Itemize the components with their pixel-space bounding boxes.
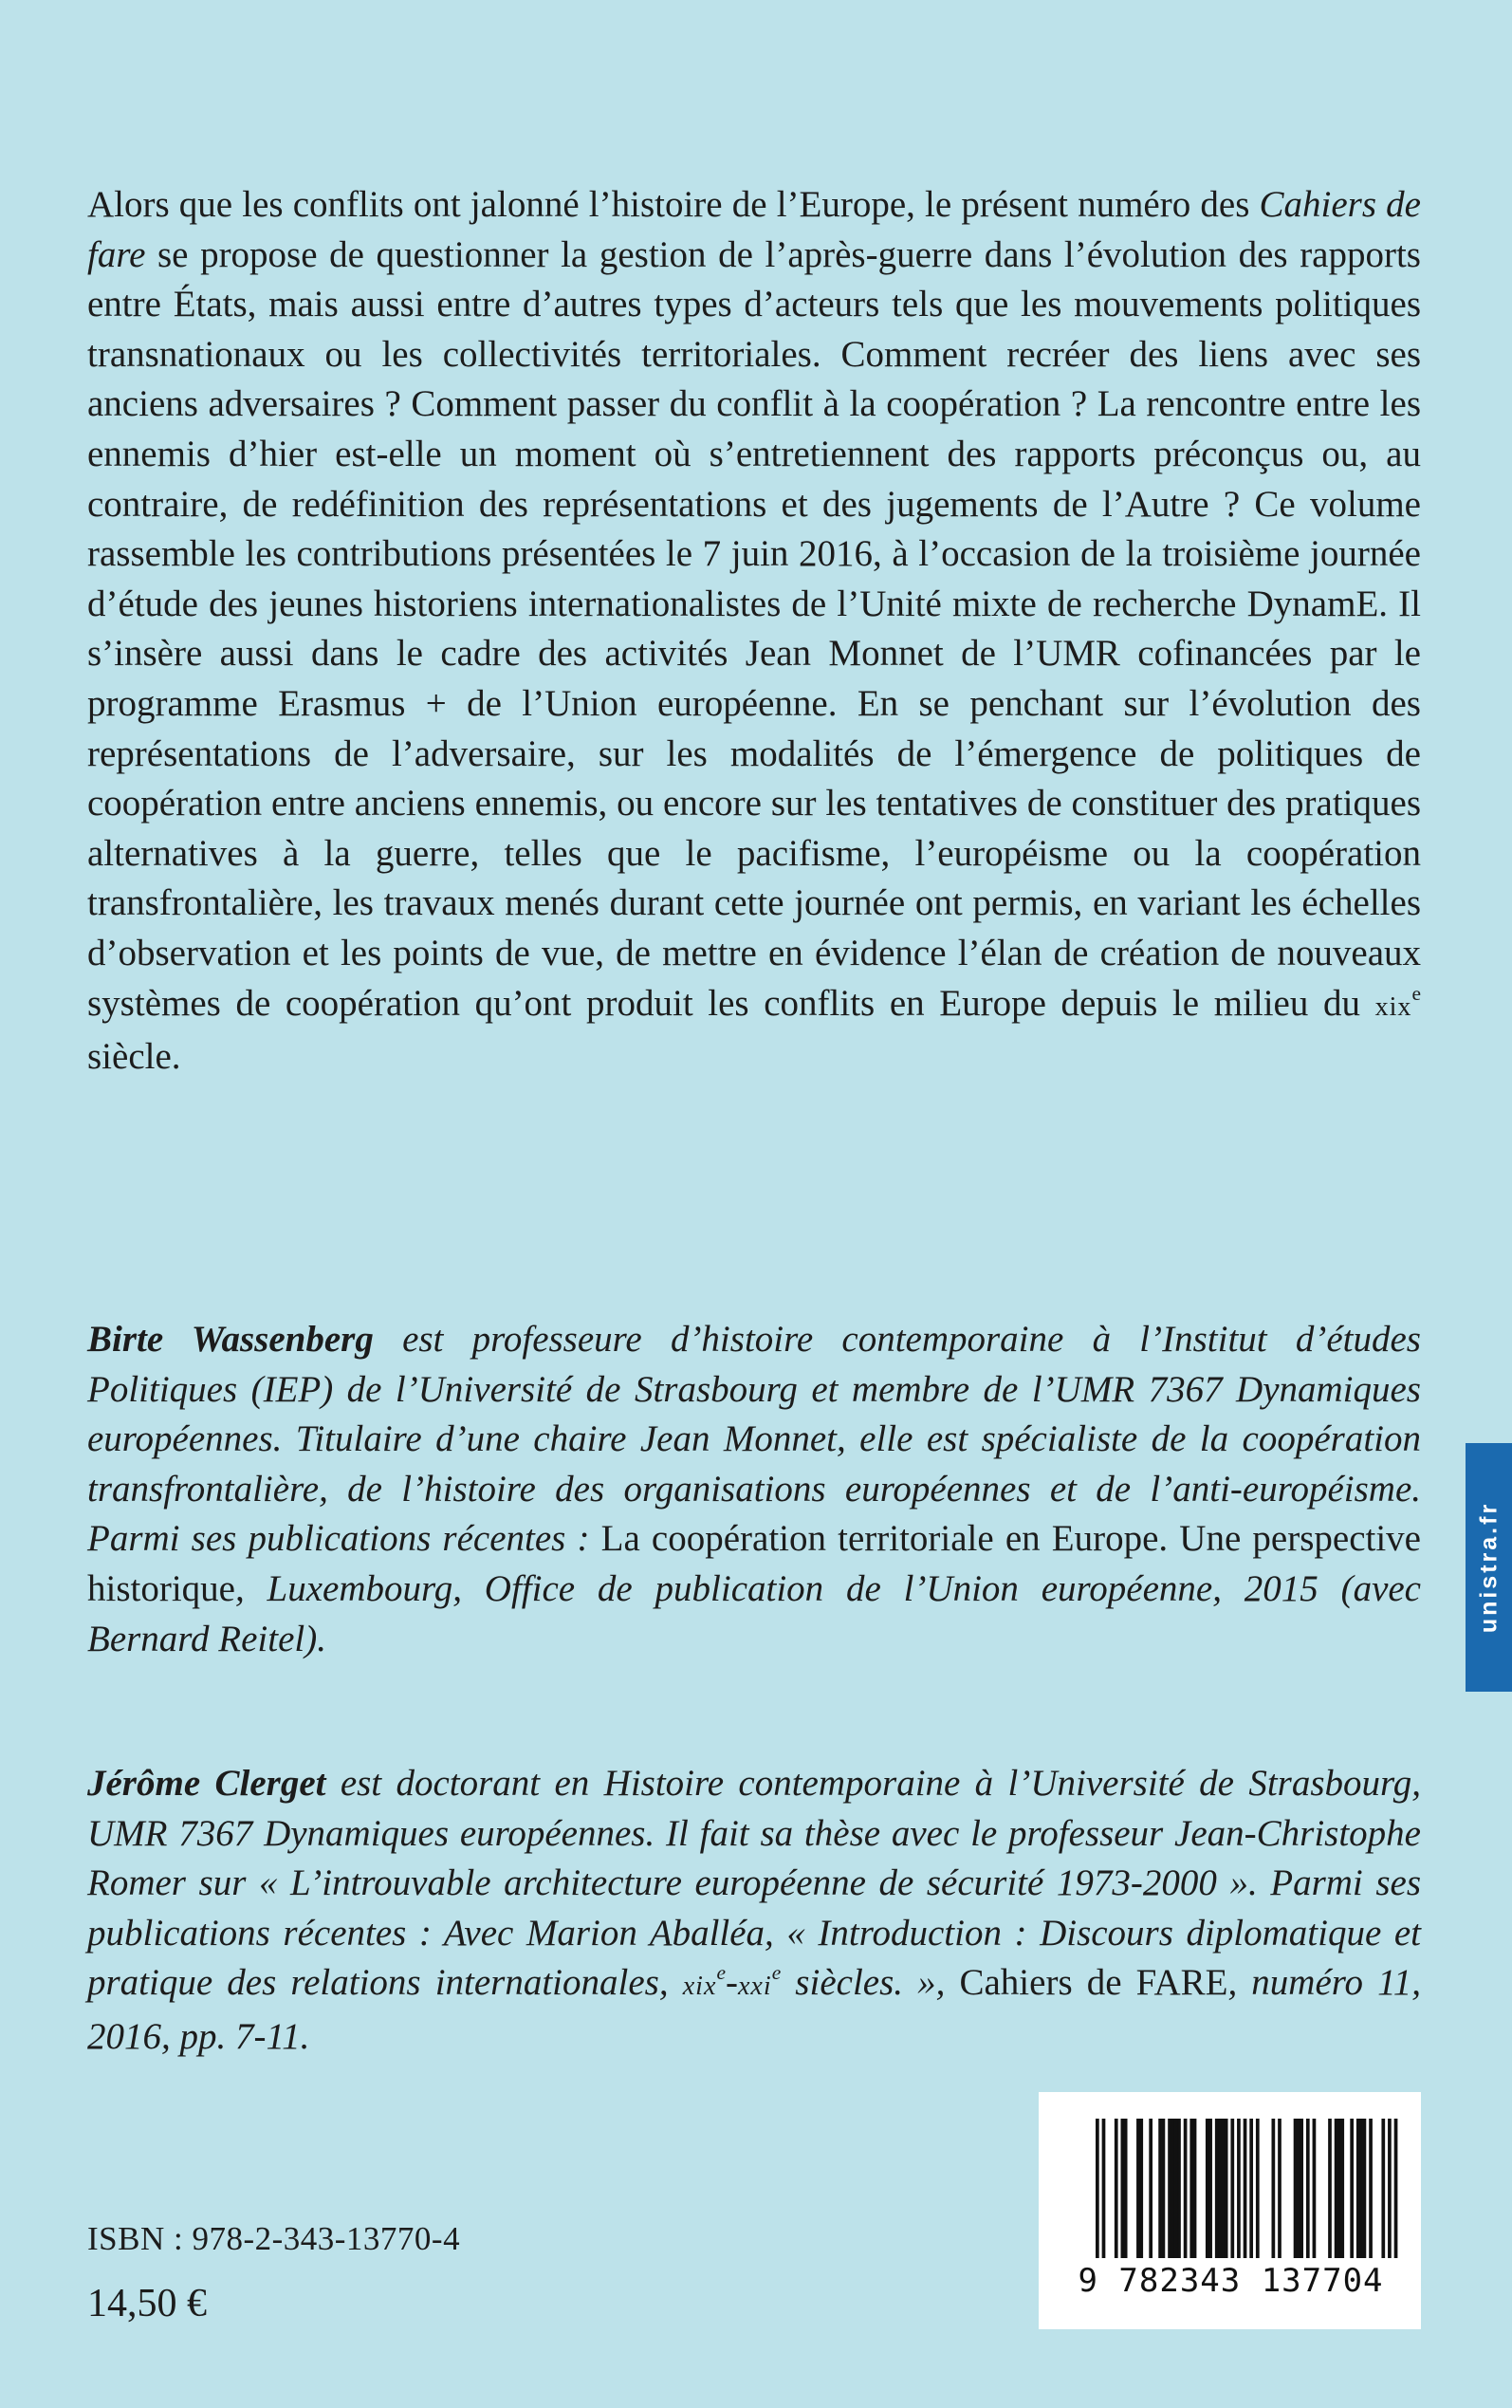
author-name: Jérôme Clerget	[87, 1763, 326, 1804]
barcode-bar	[1215, 2119, 1219, 2258]
barcode-bar	[1363, 2119, 1367, 2258]
barcode-bar	[1340, 2119, 1344, 2258]
barcode-bar	[1115, 2119, 1118, 2258]
journal-name: Cahiers de FARE	[959, 1962, 1228, 2004]
barcode-bar	[1184, 2119, 1188, 2258]
barcode-bar	[1124, 2119, 1128, 2258]
barcode-bar	[1218, 2119, 1222, 2258]
century-numeral: xxi	[737, 1972, 772, 2002]
summary-lead: Alors que les conflits ont jalonné l’histoire de l’Europe, le présent numéro des	[87, 184, 1260, 225]
author-bio-clerget	[87, 1759, 1421, 2063]
barcode-bar	[1177, 2119, 1181, 2258]
barcode-bar	[1381, 2119, 1385, 2258]
barcode-bar	[1162, 2119, 1166, 2258]
summary-end: siècle.	[87, 1036, 181, 1078]
barcode-bar	[1294, 2119, 1298, 2258]
barcode-bar	[1193, 2119, 1197, 2258]
century-dash: -	[725, 1962, 738, 2004]
barcode-bar	[1350, 2119, 1354, 2258]
barcode-bar	[1237, 2119, 1241, 2258]
barcode-bar	[1306, 2119, 1310, 2258]
summary-body: se propose de questionner la gestion de l’après-guerre dans l’évolution des rapports entre États, mais aussi entre d’autres types d’acteurs tels que les mouvements politiques transnationaux ou les collectivités territoriales. Comment recréer des liens avec ses anciens adversaires ? Comment passer du conflit à la coopération ? La rencontre entre les ennemis d’hier est-elle un moment où s’entretiennent des rapports préconçus ou, au contraire, de redéfinition des représentations et des jugements de l’Autre ? Ce volume rassemble les contributions présentées le 7 juin 2016, à l’occasion de la troisième journée d’étude des jeunes historiens internationalistes de l’Unité mixte de recherche DynamE. Il s’insère aussi dans le cadre des activités Jean Monnet de l’UMR cofinancées par le programme Erasmus + de l’Union européenne. En se penchant sur l’évolution des représentations de l’adversaire, sur les modalités de l’émergence de politiques de coopération entre anciens ennemis, ou encore sur les tentatives de constituer des pratiques alternatives à la guerre, telles que le pacifisme, l’européisme ou la coopération transfrontalière, les travaux menés durant cette journée ont permis, en variant les échelles d’observation et les points de vue, de mettre en évidence l’élan de création de nouveaux systèmes de coopération qu’ont produit les conflits en Europe depuis le milieu du	[87, 233, 1421, 1024]
barcode-bar	[1369, 2119, 1373, 2258]
barcode-bar	[1394, 2119, 1398, 2258]
barcode-bar	[1225, 2119, 1228, 2258]
barcode-bar	[1102, 2119, 1106, 2258]
barcode-bar	[1121, 2119, 1125, 2258]
barcode-bar	[1297, 2119, 1300, 2258]
century-superscript: e	[771, 1961, 782, 1985]
barcode-bar	[1149, 2119, 1152, 2258]
barcode-bar	[1230, 2119, 1234, 2258]
author-bio-text: est doctorant en Histoire contemporaine à l’Université de Strasbourg, UMR 7367 Dynamiques européennes. Il fait sa thèse avec le professeur Jean-Christophe Romer sur « L’introuvable architecture européenne de sécurité 1973-2000 ». Parmi ses publications récentes : Avec Marion Aballéa, « Introduction : Discours diplomatique et pratique des relations internationales,	[87, 1763, 1421, 2004]
author-name: Birte Wassenberg	[87, 1319, 374, 1360]
barcode-bar	[1158, 2119, 1162, 2258]
century-numeral: xix	[1374, 991, 1412, 1022]
barcode-bar	[1136, 2119, 1140, 2258]
journal-title: Cahiers de fare	[87, 184, 1421, 275]
publisher-side-tab[interactable]	[1466, 1443, 1512, 1692]
book-title: La coopération territoriale en Europe. Une perspective historique	[87, 1518, 1421, 1609]
author-bio-wassenberg	[87, 1315, 1421, 1664]
summary-paragraph	[87, 180, 1421, 1083]
article-end: siècles. »,	[781, 1962, 960, 2004]
price: 14,50 €	[87, 2282, 207, 2325]
barcode-bar	[1300, 2119, 1303, 2258]
barcode-bar	[1359, 2119, 1363, 2258]
barcode-bar	[1139, 2119, 1143, 2258]
side-tab-label: unistra.fr	[1475, 1501, 1502, 1634]
barcode-bar	[1189, 2119, 1193, 2258]
barcode	[1039, 2092, 1421, 2329]
barcode-bar	[1208, 2119, 1212, 2258]
isbn: ISBN : 978-2-343-13770-4	[87, 2220, 461, 2257]
barcode-bar	[1356, 2119, 1360, 2258]
book-details: , Luxembourg, Office de publication de l’Union européenne, 2015 (avec Bernard Reitel).	[87, 1567, 1421, 1659]
barcode-bar	[1168, 2119, 1171, 2258]
barcode-bar	[1313, 2119, 1317, 2258]
barcode-bar	[1335, 2119, 1338, 2258]
century-superscript: e	[1411, 981, 1421, 1005]
barcode-bar	[1222, 2119, 1226, 2258]
barcode-bar	[1337, 2119, 1341, 2258]
barcode-bar	[1171, 2119, 1175, 2258]
barcode-bar	[1328, 2119, 1332, 2258]
author-bio-text: est professeure d’histoire contemporaine à l’Institut d’études Politiques (IEP) de l’Université de Strasbourg et membre de l’UMR 7367 Dynamiques européennes. Titulaire d’une chaire Jean Monnet, elle est spécialiste de la coopération transfrontalière, de l’histoire des organisations européennes et de l’anti-européisme. Parmi ses publications récentes :	[87, 1319, 1421, 1560]
barcode-bar	[1272, 2119, 1276, 2258]
barcode-digits: 9 782343 137704	[1078, 2262, 1384, 2300]
barcode-bar	[1174, 2119, 1178, 2258]
century-numeral: xix	[682, 1972, 717, 2002]
barcode-bar	[1249, 2119, 1253, 2258]
barcode-bar	[1388, 2119, 1392, 2258]
century-superscript: e	[716, 1961, 726, 1985]
barcode-bar	[1096, 2119, 1099, 2258]
barcode-bar	[1244, 2119, 1247, 2258]
barcode-bar	[1256, 2119, 1260, 2258]
barcode-bar	[1206, 2119, 1209, 2258]
barcode-bar	[1278, 2119, 1282, 2258]
journal-details: , numéro 11, 2016, pp. 7-11.	[87, 1962, 1421, 2057]
